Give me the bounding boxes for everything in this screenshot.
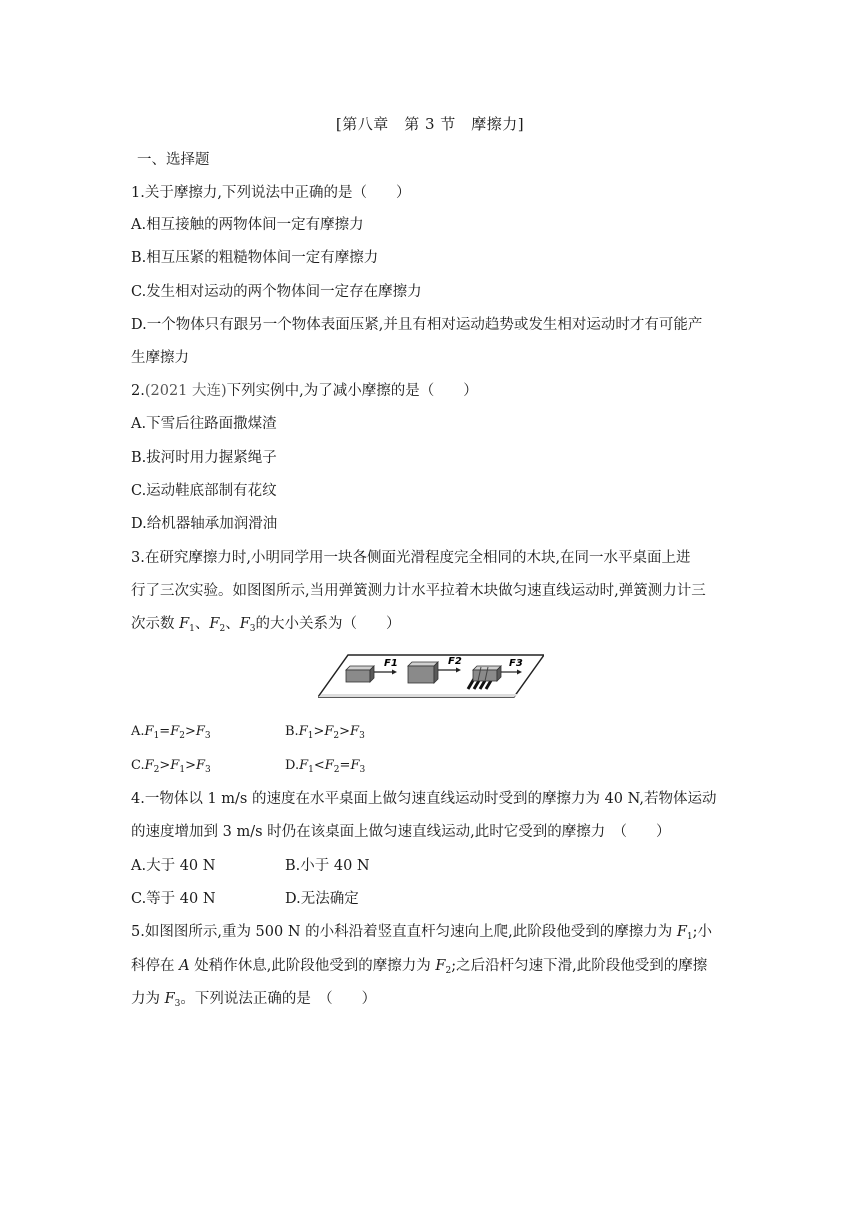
- q2-option-d: D.给机器轴承加润滑油: [131, 516, 278, 532]
- q4-option-a: A.大于 40 N: [131, 858, 216, 874]
- q1-option-c: C.发生相对运动的两个物体间一定存在摩擦力: [131, 284, 422, 300]
- block-1: [346, 666, 374, 682]
- q3-line3-pre: 次示数: [131, 616, 180, 632]
- friction-experiment-figure: [318, 651, 544, 701]
- q1-option-b: B.相互压紧的粗糙物体间一定有摩擦力: [131, 250, 379, 266]
- q4-option-d: D.无法确定: [285, 891, 359, 907]
- q3-line3: 次示数 $F_1$、$F_2$、$F_3$的大小关系为（ ）: [131, 616, 401, 634]
- q2-text: 下列实例中,为了减小摩擦的是（ ）: [226, 383, 478, 399]
- block-2: [408, 662, 438, 683]
- q2-option-b: B.拔河时用力握紧绳子: [131, 450, 277, 466]
- q3-line3-post: 的大小关系为（ ）: [255, 616, 401, 632]
- page-title: [第八章 第 3 节 摩擦力]: [335, 115, 525, 133]
- table-edge: [318, 694, 518, 697]
- q1-option-a: A.相互接触的两物体间一定有摩擦力: [131, 217, 364, 233]
- section-heading: 一、选择题: [137, 152, 210, 168]
- force-label-f2: F2: [448, 656, 462, 667]
- q1-option-d-line1: D.一个物体只有跟另一个物体表面压紧,并且有相对运动趋势或发生相对运动时才有可能产: [131, 317, 703, 333]
- q3-line2: 行了三次实验。如图图所示,当用弹簧测力计水平拉着木块做匀速直线运动时,弹簧测力计三: [131, 583, 706, 599]
- q5-line1: 5.如图图所示,重为 500 N 的小科沿着竖直直杆匀速向上爬,此阶段他受到的摩擦力为 $F_1$;小: [131, 924, 713, 942]
- q3-line1: 3.在研究摩擦力时,小明同学用一块各侧面光滑程度完全相同的木块,在同一水平桌面上进: [131, 550, 691, 566]
- q2-option-c: C.运动鞋底部制有花纹: [131, 483, 277, 499]
- q2-option-a: A.下雪后往路面撒煤渣: [131, 416, 277, 432]
- q5-line3: 力为 $F_3$。下列说法正确的是 （ ）: [131, 991, 377, 1009]
- q2-number: 2.: [131, 383, 145, 399]
- block-3: [473, 666, 501, 681]
- q3-option-c: $C.F_2>F_1>F_3$: [131, 758, 211, 775]
- q5-line2: 科停在 A 处稍作休息,此阶段他受到的摩擦力为 $F_2$;之后沿杆匀速下滑,此阶段他受到的摩擦: [131, 958, 708, 976]
- q3-option-d: $D.F_1<F_2=F_3$: [285, 758, 366, 775]
- q3-option-a: $A.F_1=F_2>F_3$: [131, 724, 211, 741]
- q4-option-b: B.小于 40 N: [285, 858, 370, 874]
- force-label-f3: F3: [509, 658, 523, 669]
- q2-stem: [131, 381, 478, 401]
- q4-line2: 的速度增加到 3 m/s 时仍在该桌面上做匀速直线运动,此时它受到的摩擦力 （ ）: [131, 824, 671, 840]
- q3-option-b: $B.F_1>F_2>F_3$: [285, 724, 365, 741]
- q4-option-c: C.等于 40 N: [131, 891, 216, 907]
- force-label-f1: F1: [384, 658, 398, 669]
- q1-stem: 1.关于摩擦力,下列说法中正确的是（ ）: [131, 185, 411, 201]
- q1-option-d-line2: 生摩擦力: [131, 350, 189, 366]
- q2-source: (2021 大连): [144, 383, 227, 399]
- q4-line1: 4.一物体以 1 m/s 的速度在水平桌面上做匀速直线运动时受到的摩擦力为 40 N,若物体运动: [131, 791, 717, 807]
